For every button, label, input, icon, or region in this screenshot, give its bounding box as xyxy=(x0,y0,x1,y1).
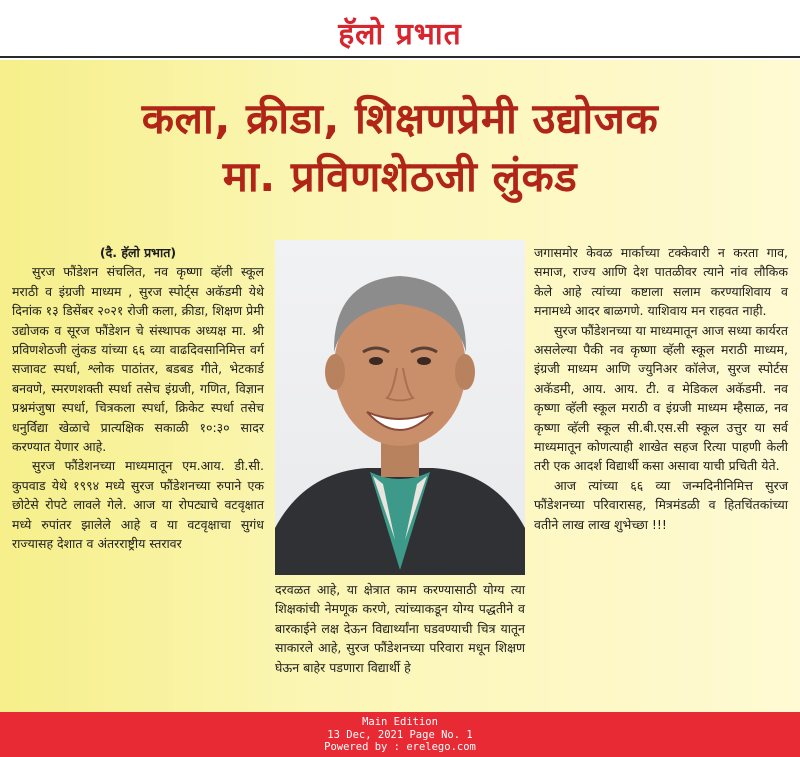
portrait-photo xyxy=(275,240,525,575)
headline-line-1: कला, क्रीडा, शिक्षणप्रेमी उद्योजक xyxy=(141,94,659,143)
article-column-1 xyxy=(12,243,264,554)
powered-by-link[interactable]: Powered by : erelego.com xyxy=(324,741,476,753)
dateline: (दै. हॅलो प्रभात) xyxy=(99,245,177,260)
paragraph: जगासमोर केवळ मार्काच्या टक्केवारी न करता गाव, समाज, राज्य आणि देश पातळीवर त्याने नांव लौकिक केले आहे त्यांच्या कष्टाला सलाम करण्याशिवाय व मनामध्ये आदर बाळगणे. याशिवाय मन राहवत नाही. xyxy=(534,245,788,319)
paragraph: सुरज फौंडेशन संचलित, नव कृष्णा व्हॅली स्कूल मराठी व इंग्रजी माध्यम , सुरज स्पोर्ट्स अकॅडमी येथे दिनांक १३ डिसेंबर २०२१ रोजी कला, क्रीडा, शिक्षण प्रेमी उद्योजक व सूरज फौंडेशन चे संस्थापक अध्यक्ष मा. श्री प्रविणशेठजी लुंकड यांच्या ६६ व्या वाढदिवसानिमित्त वर्ग सजावट स्पर्धा, श्लोक पाठांतर, बडबड गीते, भेटकार्ड बनवणे, स्मरणशक्ती स्पर्धा तसेच इंग्रजी, गणित, विज्ञान प्रश्नमंजुषा स्पर्धा, चित्रकला स्पर्धा, क्रिकेट स्पर्धा तसेच धनुर्विद्या खेळाचे प्रात्यक्षिक सकाळी १०:३० सादर करण्यात येणार आहे. xyxy=(12,264,264,455)
headline-line-2: मा. प्रविणशेठजी लुंकड xyxy=(222,152,578,201)
article-column-3 xyxy=(534,243,788,534)
paragraph: आज त्यांच्या ६६ व्या जन्मदिनीनिमित्त सुरज फौंडेशनच्या परिवारासह, मित्रमंडळी व हितचिंतकांच्या वतीने लाख लाख शुभेच्छा !!! xyxy=(534,477,788,532)
article-column-2 xyxy=(275,580,525,677)
article-headline xyxy=(0,90,800,206)
paragraph: सुरज फौंडेशनच्या या माध्यमातून आज सध्या कार्यरत असलेल्या पैकी नव कृष्णा व्हॅली स्कूल मराठी माध्यम, इंग्रजी माध्यम आणि ज्युनिअर कॉलेज, सुरज स्पोर्टस अकॅडमी, आय. आय. टी. व मेडिकल अकॅडमी. नव कृष्णा व्हॅली स्कूल मराठी व इंग्रजी माध्यम म्हैसाळ, नव कृष्णा व्हॅली स्कूल सी.बी.एस.सी स्कूल उत्तुर या सर्व माध्यमातून कोणत्याही शाखेत सहज रित्या पाहणी केली तरी एक आदर्श विद्यार्थी कसा असावा याची प्रचिती येते. xyxy=(534,322,788,474)
masthead-logo: हॅलो प्रभात xyxy=(338,17,462,52)
paragraph: सुरज फौंडेशनच्या माध्यमातून एम.आय. डी.सी. कुपवाड येथे १९९४ मध्ये सुरज फौंडेशनच्या रुपाने एक छोटेसे रोपटे लावले गेले. आज या रोपट्याचे वटवृक्षात मध्ये रुपांतर झालेले आहे व या वटवृक्षाचा सुगंध राज्यासह देशात व अंतरराष्ट्रीय स्तरावर xyxy=(12,458,264,552)
portrait-illustration xyxy=(275,240,525,575)
masthead xyxy=(0,0,800,58)
edition-date-page: 13 Dec, 2021 Page No. 1 xyxy=(327,728,473,741)
edition-footer xyxy=(0,712,800,757)
paragraph: दरवळत आहे, या क्षेत्रात काम करण्यासाठी योग्य त्या शिक्षकांची नेमणूक करणे, त्यांच्याकडून योग्य पद्धतीने व बारकाईने लक्ष देऊन विद्यार्थ्यांना घडवण्याची चित्र यातून साकारले आहे, सुरज फौंडेशनच्या परिवारा मधून शिक्षण घेऊन बाहेर पडणारा विद्यार्थी हे xyxy=(275,582,525,675)
edition-label: Main Edition xyxy=(362,716,438,728)
masthead-rule xyxy=(0,56,800,58)
